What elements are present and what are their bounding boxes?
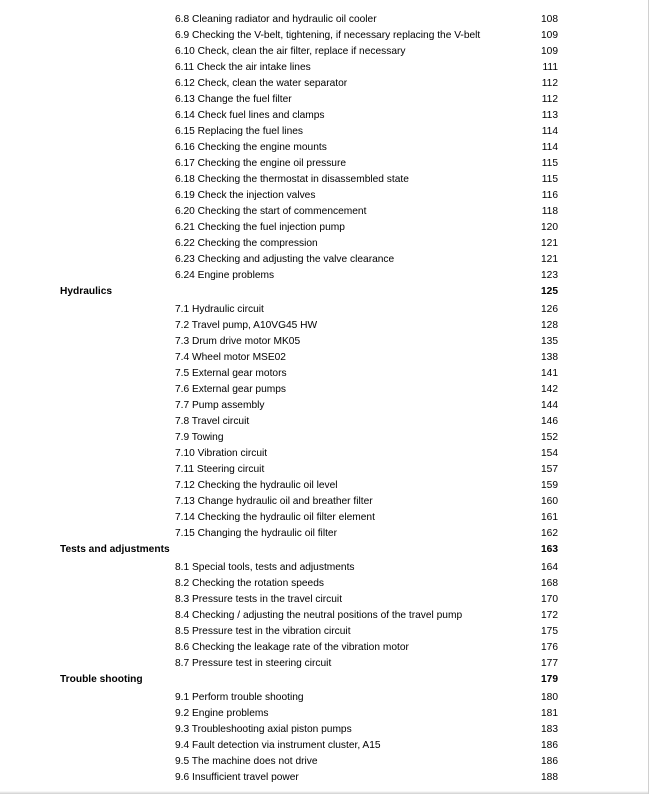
toc-entry-title: 7.13 Change hydraulic oil and breather filter <box>175 496 373 507</box>
toc-entry-row[interactable] <box>0 44 648 60</box>
toc-entry-title: 7.1 Hydraulic circuit <box>175 304 264 315</box>
toc-entry-title: 6.18 Checking the thermostat in disassembled state <box>175 174 409 185</box>
toc-section-row[interactable] <box>0 284 648 300</box>
toc-entry-row[interactable] <box>0 592 648 608</box>
toc-entry-title: 8.5 Pressure test in the vibration circuit <box>175 626 351 637</box>
toc-page-number: 188 <box>541 772 558 783</box>
toc-page-number: 120 <box>541 222 558 233</box>
toc-page-number: 146 <box>541 416 558 427</box>
toc-entry-title: 9.2 Engine problems <box>175 708 269 719</box>
toc-page-number: 157 <box>541 464 558 475</box>
toc-entry-title: 7.10 Vibration circuit <box>175 448 268 459</box>
toc-entry-row[interactable] <box>0 188 648 204</box>
toc-entry-title: 7.6 External gear pumps <box>175 384 286 395</box>
toc-entry-title: 6.13 Change the fuel filter <box>175 94 292 105</box>
toc-page-number: 179 <box>541 674 558 685</box>
toc-entry-title: 7.7 Pump assembly <box>175 400 265 411</box>
toc-entry-title: 6.11 Check the air intake lines <box>175 62 311 73</box>
toc-entry-row[interactable] <box>0 302 648 318</box>
toc-entry-title: 6.17 Checking the engine oil pressure <box>175 158 347 169</box>
toc-page-number: 152 <box>541 432 558 443</box>
toc-page-number: 177 <box>541 658 558 669</box>
toc-page-number: 121 <box>541 254 558 265</box>
toc-entry-row[interactable] <box>0 12 648 28</box>
toc-page-number: 126 <box>541 304 558 315</box>
toc-entry-title: 8.6 Checking the leakage rate of the vibration motor <box>175 642 409 653</box>
toc-page-number: 112 <box>541 78 558 89</box>
toc-page-number: 172 <box>541 610 558 621</box>
toc-page-number: 159 <box>541 480 558 491</box>
toc-entry-title: 9.4 Fault detection via instrument cluster, A15 <box>175 740 381 751</box>
toc-entry-row[interactable] <box>0 560 648 576</box>
toc-entry-row[interactable] <box>0 76 648 92</box>
toc-entry-row[interactable] <box>0 366 648 382</box>
toc-entry-row[interactable] <box>0 252 648 268</box>
toc-entry-row[interactable] <box>0 350 648 366</box>
toc-entry-row[interactable] <box>0 156 648 172</box>
toc-entry-row[interactable] <box>0 690 648 706</box>
toc-page-number: 125 <box>541 286 558 297</box>
toc-page-number: 141 <box>541 368 558 379</box>
toc-entry-title: 6.8 Cleaning radiator and hydraulic oil cooler <box>175 14 377 25</box>
toc-entry-row[interactable] <box>0 494 648 510</box>
toc-page-number: 181 <box>541 708 558 719</box>
toc-entry-row[interactable] <box>0 526 648 542</box>
toc-section-row[interactable] <box>0 542 648 558</box>
toc-page-number: 115 <box>541 158 558 169</box>
toc-page-number: 186 <box>541 740 558 751</box>
toc-entry-title: 8.1 Special tools, tests and adjustments <box>175 562 355 573</box>
toc-entry-title: 6.9 Checking the V-belt, tightening, if necessary replacing the V-belt <box>175 30 481 41</box>
toc-entry-title: 9.3 Troubleshooting axial piston pumps <box>175 724 352 735</box>
toc-page-number: 135 <box>541 336 558 347</box>
toc-entry-title: 7.9 Towing <box>175 432 224 443</box>
toc-entry-title: 6.14 Check fuel lines and clamps <box>175 110 325 121</box>
toc-section-title: Tests and adjustments <box>60 544 170 555</box>
toc-entry-row[interactable] <box>0 334 648 350</box>
toc-page-number: 160 <box>541 496 558 507</box>
toc-page-number: 109 <box>541 46 558 57</box>
toc-page-number: 162 <box>541 528 558 539</box>
toc-entry-title: 7.11 Steering circuit <box>175 464 265 475</box>
toc-page-number: 168 <box>541 578 558 589</box>
toc-page-number: 116 <box>541 190 558 201</box>
toc-entry-row[interactable] <box>0 124 648 140</box>
toc-entry-row[interactable] <box>0 220 648 236</box>
toc-page-number: 108 <box>541 14 558 25</box>
toc-page-number: 164 <box>541 562 558 573</box>
toc-page-number: 112 <box>541 94 558 105</box>
toc-page-number: 163 <box>541 544 558 555</box>
toc-section-title: Hydraulics <box>60 286 113 297</box>
toc-entry-row[interactable] <box>0 462 648 478</box>
toc-entry-row[interactable] <box>0 28 648 44</box>
toc-entry-title: 6.21 Checking the fuel injection pump <box>175 222 345 233</box>
toc-page-number: 118 <box>541 206 558 217</box>
toc-entry-row[interactable] <box>0 706 648 722</box>
toc-page-number: 186 <box>541 756 558 767</box>
toc-entry-row[interactable] <box>0 770 648 786</box>
toc-entry-row[interactable] <box>0 608 648 624</box>
toc-entry-row[interactable] <box>0 722 648 738</box>
toc-section-title: Trouble shooting <box>60 674 143 685</box>
toc-entry-row[interactable] <box>0 60 648 76</box>
toc-page-number: 111 <box>542 62 558 73</box>
toc-entry-title: 7.15 Changing the hydraulic oil filter <box>175 528 337 539</box>
toc-entry-row[interactable] <box>0 624 648 640</box>
toc-entry-row[interactable] <box>0 510 648 526</box>
toc-entry-title: 7.12 Checking the hydraulic oil level <box>175 480 338 491</box>
toc-entry-title: 8.3 Pressure tests in the travel circuit <box>175 594 343 605</box>
toc-page-number: 175 <box>541 626 558 637</box>
toc-page-number: 115 <box>541 174 558 185</box>
toc-entry-title: 6.12 Check, clean the water separator <box>175 78 348 89</box>
toc-entry-row[interactable] <box>0 398 648 414</box>
toc-entry-title: 9.6 Insufficient travel power <box>175 772 299 783</box>
toc-entry-title: 7.5 External gear motors <box>175 368 287 379</box>
toc-entry-title: 9.5 The machine does not drive <box>175 756 318 767</box>
toc-page-number: 183 <box>541 724 558 735</box>
toc-entry-row[interactable] <box>0 236 648 252</box>
toc-entry-row[interactable] <box>0 640 648 656</box>
toc-entry-row[interactable] <box>0 754 648 770</box>
toc-entry-row[interactable] <box>0 478 648 494</box>
toc-page-number: 114 <box>541 142 558 153</box>
toc-page-number: 138 <box>541 352 558 363</box>
toc-entry-title: 6.23 Checking and adjusting the valve clearance <box>175 254 395 265</box>
toc-entry-title: 6.15 Replacing the fuel lines <box>175 126 303 137</box>
toc-entry-title: 7.2 Travel pump, A10VG45 HW <box>175 320 318 331</box>
toc-entry-title: 8.4 Checking / adjusting the neutral positions of the travel pump <box>175 610 463 621</box>
toc-page-number: 142 <box>541 384 558 395</box>
toc-entry-title: 7.8 Travel circuit <box>175 416 250 427</box>
toc-entry-row[interactable] <box>0 140 648 156</box>
toc-page-number: 128 <box>541 320 558 331</box>
toc-entry-title: 7.4 Wheel motor MSE02 <box>175 352 286 363</box>
toc-entry-row[interactable] <box>0 446 648 462</box>
toc-entry-title: 7.14 Checking the hydraulic oil filter element <box>175 512 375 523</box>
toc-entry-title: 6.10 Check, clean the air filter, replace if necessary <box>175 46 406 57</box>
toc-page-number: 123 <box>541 270 558 281</box>
toc-entry-row[interactable] <box>0 382 648 398</box>
toc-entry-row[interactable] <box>0 172 648 188</box>
toc-entry-title: 6.20 Checking the start of commencement <box>175 206 367 217</box>
toc-page-number: 161 <box>541 512 558 523</box>
toc-entry-row[interactable] <box>0 738 648 754</box>
toc-entry-row[interactable] <box>0 318 648 334</box>
toc-entry-row[interactable] <box>0 204 648 220</box>
toc-entry-title: 8.7 Pressure test in steering circuit <box>175 658 332 669</box>
toc-entry-row[interactable] <box>0 430 648 446</box>
toc-entry-title: 6.22 Checking the compression <box>175 238 318 249</box>
toc-entry-title: 6.16 Checking the engine mounts <box>175 142 327 153</box>
toc-entry-title: 6.19 Check the injection valves <box>175 190 316 201</box>
toc-entry-row[interactable] <box>0 576 648 592</box>
toc-page-number: 114 <box>541 126 558 137</box>
toc-entry-title: 9.1 Perform trouble shooting <box>175 692 304 703</box>
toc-entry-row[interactable] <box>0 656 648 672</box>
toc-page-number: 170 <box>541 594 558 605</box>
toc-entry-row[interactable] <box>0 414 648 430</box>
toc-page-number: 121 <box>541 238 558 249</box>
toc-entry-title: 7.3 Drum drive motor MK05 <box>175 336 301 347</box>
toc-page-number: 113 <box>541 110 558 121</box>
toc-entry-row[interactable] <box>0 268 648 284</box>
toc-page-number: 109 <box>541 30 558 41</box>
toc-page-number: 144 <box>541 400 558 411</box>
toc-page-number: 154 <box>541 448 558 459</box>
toc-entry-title: 8.2 Checking the rotation speeds <box>175 578 324 589</box>
toc-entry-title: 6.24 Engine problems <box>175 270 275 281</box>
toc-entry-row[interactable] <box>0 108 648 124</box>
toc-entry-row[interactable] <box>0 92 648 108</box>
toc-page-number: 176 <box>541 642 558 653</box>
toc-section-row[interactable] <box>0 672 648 688</box>
toc-page-number: 180 <box>541 692 558 703</box>
